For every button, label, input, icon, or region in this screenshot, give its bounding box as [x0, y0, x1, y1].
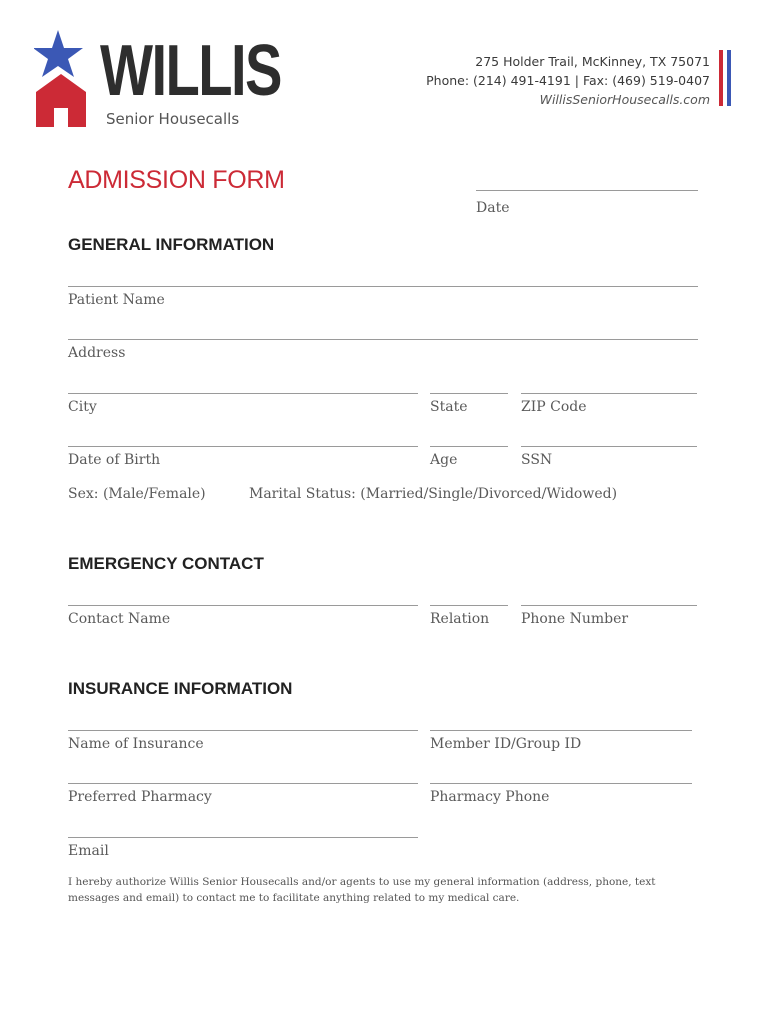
city-label: City: [68, 399, 97, 415]
contact-block: [426, 52, 710, 109]
general-info-heading: GENERAL INFORMATION: [68, 235, 275, 254]
sex-label: Sex: (Male/Female): [68, 486, 206, 502]
insurance-name-field[interactable]: [68, 730, 418, 731]
patient-name-field[interactable]: [68, 286, 698, 287]
relation-field[interactable]: [430, 605, 508, 606]
phone-number-field[interactable]: [521, 605, 697, 606]
willis-logo: [34, 30, 281, 130]
patient-name-label: Patient Name: [68, 292, 165, 308]
ssn-label: SSN: [521, 452, 553, 468]
dob-label: Date of Birth: [68, 452, 161, 468]
pharmacy-phone-label: Pharmacy Phone: [430, 789, 550, 805]
zip-field[interactable]: [521, 393, 697, 394]
brand-name: WILLIS: [100, 31, 281, 111]
date-field[interactable]: [476, 190, 698, 191]
pharmacy-label: Preferred Pharmacy: [68, 789, 212, 805]
age-field[interactable]: [430, 446, 508, 447]
contact-website: WillisSeniorHousecalls.com: [539, 92, 710, 107]
contact-phone-fax: Phone: (214) 491-4191 | Fax: (469) 519-0407: [426, 73, 710, 88]
emergency-contact-heading: EMERGENCY CONTACT: [68, 554, 264, 573]
ssn-field[interactable]: [521, 446, 697, 447]
house-star-icon: [34, 30, 98, 130]
authorization-disclaimer: I hereby authorize Willis Senior Housecalls and/or agents to use my general information (address, phone, text messages and email) to contact me to facilitate anything related to my medical care.: [68, 876, 656, 904]
email-label: Email: [68, 843, 109, 859]
pharmacy-field[interactable]: [68, 783, 418, 784]
relation-label: Relation: [430, 611, 490, 627]
dob-field[interactable]: [68, 446, 418, 447]
contact-name-field[interactable]: [68, 605, 418, 606]
state-field[interactable]: [430, 393, 508, 394]
age-label: Age: [430, 452, 458, 468]
insurance-info-heading: INSURANCE INFORMATION: [68, 679, 293, 698]
date-label: Date: [476, 200, 510, 216]
blue-stripe: [727, 50, 731, 106]
address-field[interactable]: [68, 339, 698, 340]
marital-status-label: Marital Status: (Married/Single/Divorced/Widowed): [249, 486, 618, 502]
pharmacy-phone-field[interactable]: [430, 783, 692, 784]
address-label: Address: [68, 345, 126, 361]
insurance-name-label: Name of Insurance: [68, 736, 204, 752]
contact-name-label: Contact Name: [68, 611, 171, 627]
form-title: ADMISSION FORM: [68, 166, 285, 194]
phone-number-label: Phone Number: [521, 611, 629, 627]
email-field[interactable]: [68, 837, 418, 838]
state-label: State: [430, 399, 468, 415]
brand-subtitle: Senior Housecalls: [106, 110, 240, 128]
contact-address: 275 Holder Trail, McKinney, TX 75071: [475, 54, 710, 69]
flag-stripes: [719, 50, 735, 106]
zip-label: ZIP Code: [521, 399, 587, 415]
member-id-label: Member ID/Group ID: [430, 736, 582, 752]
red-stripe: [719, 50, 723, 106]
city-field[interactable]: [68, 393, 418, 394]
member-id-field[interactable]: [430, 730, 692, 731]
